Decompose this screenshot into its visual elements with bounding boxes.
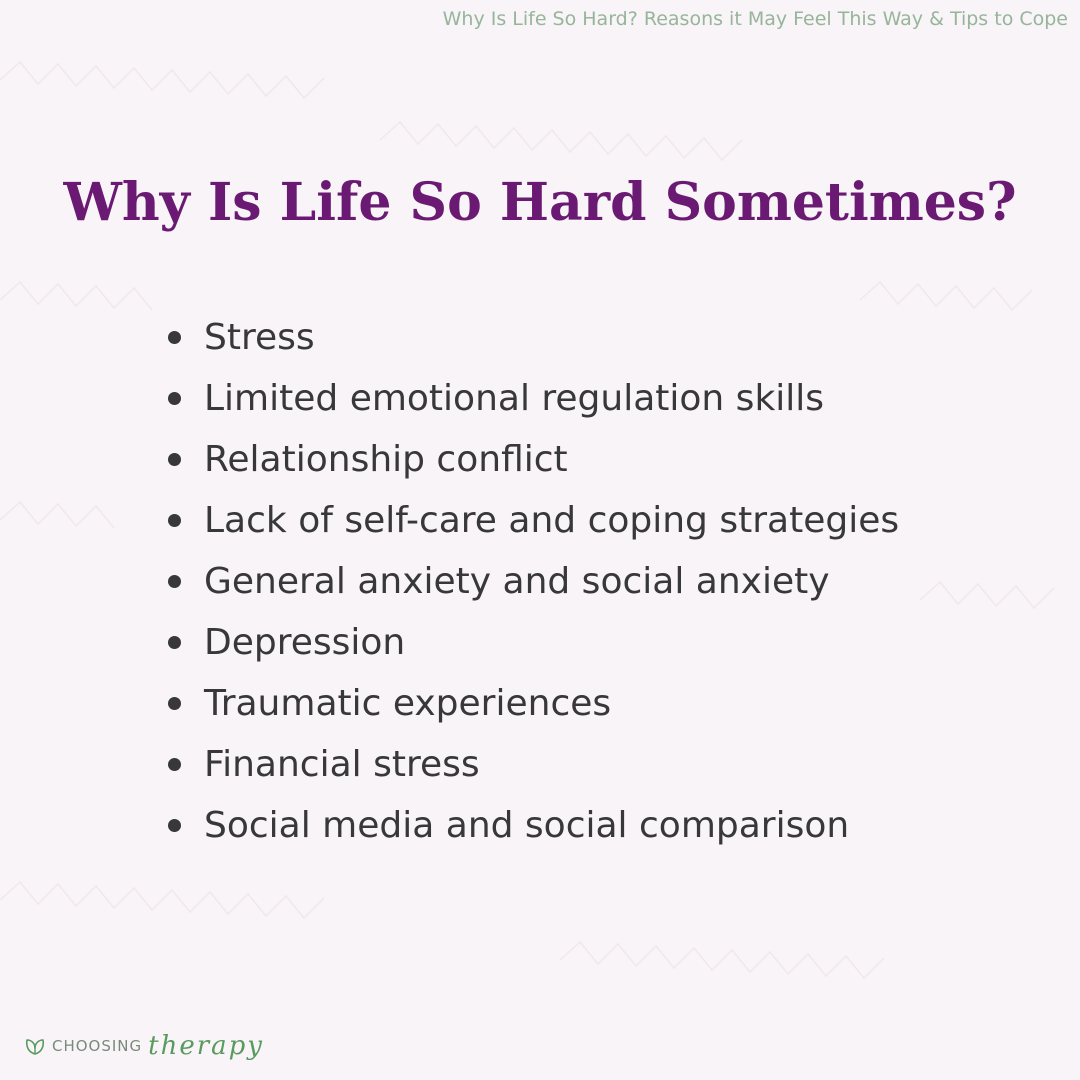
list-item-text: Stress (204, 317, 315, 358)
reasons-list (162, 307, 899, 856)
logo-text-therapy: therapy (148, 1031, 264, 1061)
list-item-text: Social media and social comparison (204, 805, 850, 846)
list-item (162, 307, 899, 368)
bullet-icon (168, 819, 181, 832)
choosing-therapy-logo (24, 1026, 264, 1066)
page-caption: Why Is Life So Hard? Reasons it May Feel This Way & Tips to Cope (442, 8, 1068, 30)
page-title: Why Is Life So Hard Sometimes? (63, 172, 1017, 233)
list-item (162, 368, 899, 429)
list-item-text: Relationship conflict (204, 439, 568, 480)
bullet-icon (168, 697, 181, 710)
bullet-icon (168, 575, 181, 588)
list-item-text: General anxiety and social anxiety (204, 561, 830, 602)
list-item (162, 429, 899, 490)
list-item (162, 734, 899, 795)
list-item (162, 795, 899, 856)
logo-text-choosing: CHOOSING (52, 1037, 143, 1055)
list-item (162, 490, 899, 551)
list-item-text: Depression (204, 622, 406, 663)
list-item-text: Traumatic experiences (204, 683, 612, 724)
list-item (162, 673, 899, 734)
list-item (162, 551, 899, 612)
leaf-icon (24, 1035, 46, 1057)
list-item-text: Financial stress (204, 744, 480, 785)
list-item (162, 612, 899, 673)
list-item-text: Limited emotional regulation skills (204, 378, 825, 419)
bullet-icon (168, 514, 181, 527)
bullet-icon (168, 331, 181, 344)
bullet-icon (168, 636, 181, 649)
bullet-icon (168, 392, 181, 405)
bullet-icon (168, 453, 181, 466)
list-item-text: Lack of self-care and coping strategies (204, 500, 900, 541)
bullet-icon (168, 758, 181, 771)
